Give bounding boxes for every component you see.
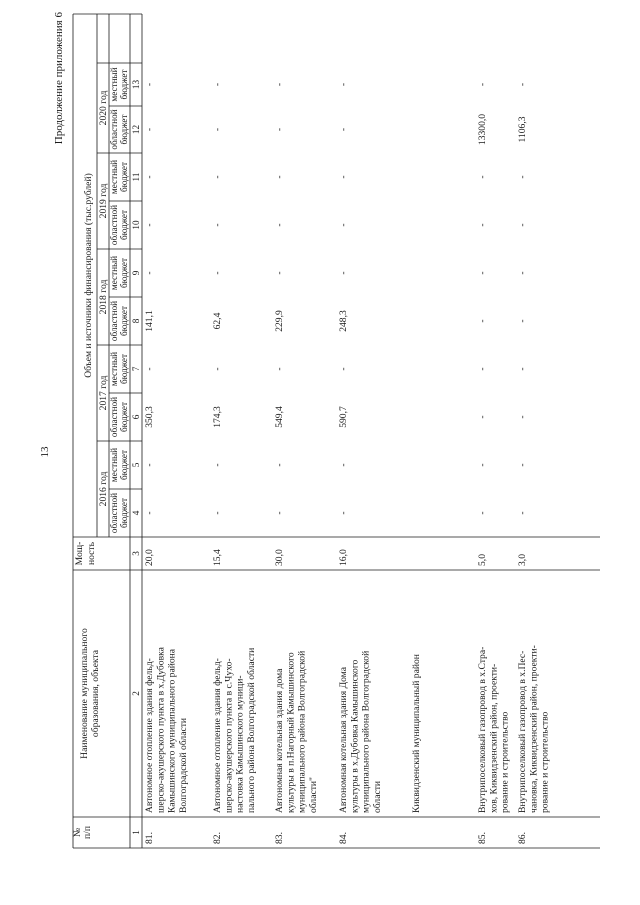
row-value: - — [338, 127, 349, 132]
header-year: 2019 год — [98, 183, 109, 219]
row-value: - — [274, 175, 285, 179]
row-value: - — [477, 511, 488, 515]
header-power: Мощ- — [74, 541, 85, 566]
row-value: 590,7 — [338, 406, 349, 428]
header-year: 2017 год — [98, 375, 109, 411]
row-value: - — [212, 367, 223, 371]
row-name-line: Внутрипоселковый газопровод в х.Стра- — [477, 646, 488, 813]
row-name-line: муниципального района Волгоградской — [296, 650, 308, 813]
table-header — [72, 67, 141, 839]
row-value: - — [144, 127, 155, 132]
row-power: 15,4 — [212, 549, 223, 566]
header-regional: бюджет — [119, 114, 129, 145]
row-value: - — [212, 511, 223, 515]
row-name-line: шерско-акушерского пункта в с.Чухо- — [223, 658, 235, 813]
row-value: - — [517, 223, 528, 227]
header-local: бюджет — [119, 353, 129, 385]
header-local: местный — [109, 67, 119, 102]
header-funding-title: Объем и источники финансирования (тыс.рублей) — [83, 173, 94, 378]
header-num: № — [72, 827, 83, 838]
row-name-line: муниципального района Волгоградской — [360, 650, 372, 813]
row-value: - — [212, 271, 223, 275]
row-value: 248,3 — [338, 310, 349, 332]
row-value: - — [338, 511, 349, 515]
header-local: местный — [109, 255, 119, 291]
header-year: 2016 год — [98, 471, 109, 507]
row-value: - — [338, 82, 349, 87]
row-value: - — [274, 82, 285, 87]
row-name-line: Автономная котельная здания Дома — [338, 666, 349, 813]
row-value: - — [477, 367, 488, 371]
row-value: 1106,3 — [517, 116, 528, 143]
row-value: - — [274, 223, 285, 227]
row-name-line: культуры в х.Дубовка Камышинского — [349, 659, 361, 813]
row-value: - — [477, 175, 488, 179]
row-number: 86. — [517, 832, 528, 844]
row-name-line: настовка Камышинского муници- — [234, 675, 246, 813]
row-value: - — [477, 271, 488, 275]
column-number: 7 — [131, 366, 141, 372]
header-local: бюджет — [119, 257, 129, 289]
row-value: - — [517, 319, 528, 323]
row-value: 174,3 — [212, 406, 223, 428]
row-value: - — [144, 82, 155, 87]
column-number: 13 — [131, 79, 141, 90]
continuation-caption: Продолжение приложения 6 — [53, 12, 65, 145]
row-power: 3,0 — [517, 554, 528, 566]
row-value: - — [517, 82, 528, 87]
row-value: - — [338, 463, 349, 467]
header-local: бюджет — [119, 69, 129, 100]
section-title: Киквидзенский муниципальный район — [411, 654, 422, 813]
header-regional: бюджет — [119, 497, 129, 529]
row-value: - — [338, 271, 349, 275]
row-value: - — [338, 367, 349, 371]
header-year: 2020 год — [98, 90, 109, 126]
row-number: 81. — [144, 832, 155, 844]
column-number: 5 — [131, 462, 141, 468]
row-value: - — [144, 367, 155, 371]
row-value: - — [212, 223, 223, 227]
column-number: 6 — [131, 414, 141, 420]
row-number: 83. — [274, 832, 285, 844]
row-value: - — [477, 319, 488, 323]
row-power: 5,0 — [477, 554, 488, 566]
row-name-line: Внутрипоселковый газопровод в х.Пес- — [517, 650, 528, 813]
row-name-line: Автономное отопление здания фельд- — [212, 658, 223, 813]
header-regional: областной — [109, 300, 119, 342]
row-value: - — [477, 223, 488, 227]
page-number: 13 — [39, 446, 51, 458]
row-name-line: шерско-акушерского пункта в х.Дубовка — [155, 647, 167, 813]
column-number: 1 — [131, 830, 141, 835]
column-number: 4 — [131, 510, 141, 516]
column-number: 2 — [131, 691, 141, 696]
row-value: - — [517, 367, 528, 371]
row-name-line: области" — [307, 777, 319, 813]
row-value: - — [338, 223, 349, 227]
row-number: 84. — [338, 832, 349, 844]
row-value: - — [477, 463, 488, 467]
row-value: - — [274, 463, 285, 467]
column-number: 10 — [131, 220, 141, 230]
row-name-line: Автономная котельная здания дома — [274, 668, 285, 813]
row-name-line: чановка, Киквидзенский район, проекти- — [528, 645, 540, 813]
row-value: - — [274, 511, 285, 515]
row-value: - — [274, 367, 285, 371]
column-number: 12 — [131, 124, 141, 135]
header-regional: областной — [109, 492, 119, 534]
header-local: бюджет — [119, 449, 129, 481]
row-value: - — [517, 271, 528, 275]
row-value: 13300,0 — [477, 113, 488, 146]
header-local: местный — [109, 351, 119, 387]
column-number: 8 — [131, 318, 141, 324]
header-regional: областной — [109, 204, 119, 246]
row-name-line: рование и строительство — [499, 711, 511, 813]
row-value: - — [477, 415, 488, 419]
row-value: - — [517, 511, 528, 515]
header-local: местный — [109, 447, 119, 483]
row-name-line: культуры в п.Нагорный Камышинского — [285, 652, 297, 813]
column-number: 9 — [131, 270, 141, 276]
row-name-line: области — [371, 780, 383, 813]
row-name-line: хов, Киквидзенский район, проекти- — [488, 663, 500, 813]
row-power: 16,0 — [338, 549, 349, 566]
row-name-line: Камышинского муниципального района — [166, 648, 178, 813]
row-value: - — [144, 511, 155, 515]
row-value: - — [517, 463, 528, 467]
column-number: 3 — [131, 551, 141, 556]
row-number: 85. — [477, 832, 488, 844]
header-regional: областной — [109, 396, 119, 438]
row-value: - — [212, 175, 223, 179]
header-power: ность — [86, 542, 97, 565]
page-header — [39, 12, 65, 458]
row-name-line: рование и строительство — [539, 711, 551, 813]
header-regional: бюджет — [119, 209, 129, 241]
header-regional: бюджет — [119, 305, 129, 337]
row-value: - — [212, 127, 223, 132]
row-value: 141,1 — [144, 310, 155, 332]
header-num: п/п — [82, 826, 93, 839]
row-value: 229,9 — [274, 310, 285, 332]
row-name-line: пального района Волгоградской области — [245, 647, 257, 813]
row-value: 62,4 — [212, 312, 223, 330]
row-value: - — [144, 175, 155, 179]
row-power: 20,0 — [144, 549, 155, 566]
header-local: бюджет — [119, 161, 129, 193]
column-number: 11 — [131, 172, 141, 182]
header-name: Наименование муниципального — [79, 628, 90, 759]
row-value: - — [517, 415, 528, 419]
row-power: 30,0 — [274, 549, 285, 566]
row-value: - — [212, 463, 223, 467]
header-year: 2018 год — [98, 279, 109, 315]
row-value: - — [144, 271, 155, 275]
row-value: - — [338, 175, 349, 179]
header-name: образования, объекта — [90, 649, 101, 738]
row-value: - — [274, 271, 285, 275]
header-local: местный — [109, 159, 119, 195]
row-name-line: Волгоградской области — [177, 717, 189, 813]
row-value: - — [274, 127, 285, 132]
row-value: 549,4 — [274, 406, 285, 428]
header-regional: областной — [109, 109, 119, 150]
row-name-line: Автономное отопление здания фельд- — [144, 658, 155, 813]
row-number: 82. — [212, 832, 223, 844]
row-value: 350,3 — [144, 406, 155, 428]
header-regional: бюджет — [119, 401, 129, 433]
row-value: - — [144, 463, 155, 467]
row-value: - — [517, 175, 528, 179]
table-body — [144, 83, 551, 844]
row-value: - — [212, 82, 223, 87]
row-value: - — [144, 223, 155, 227]
row-value: - — [477, 82, 488, 87]
